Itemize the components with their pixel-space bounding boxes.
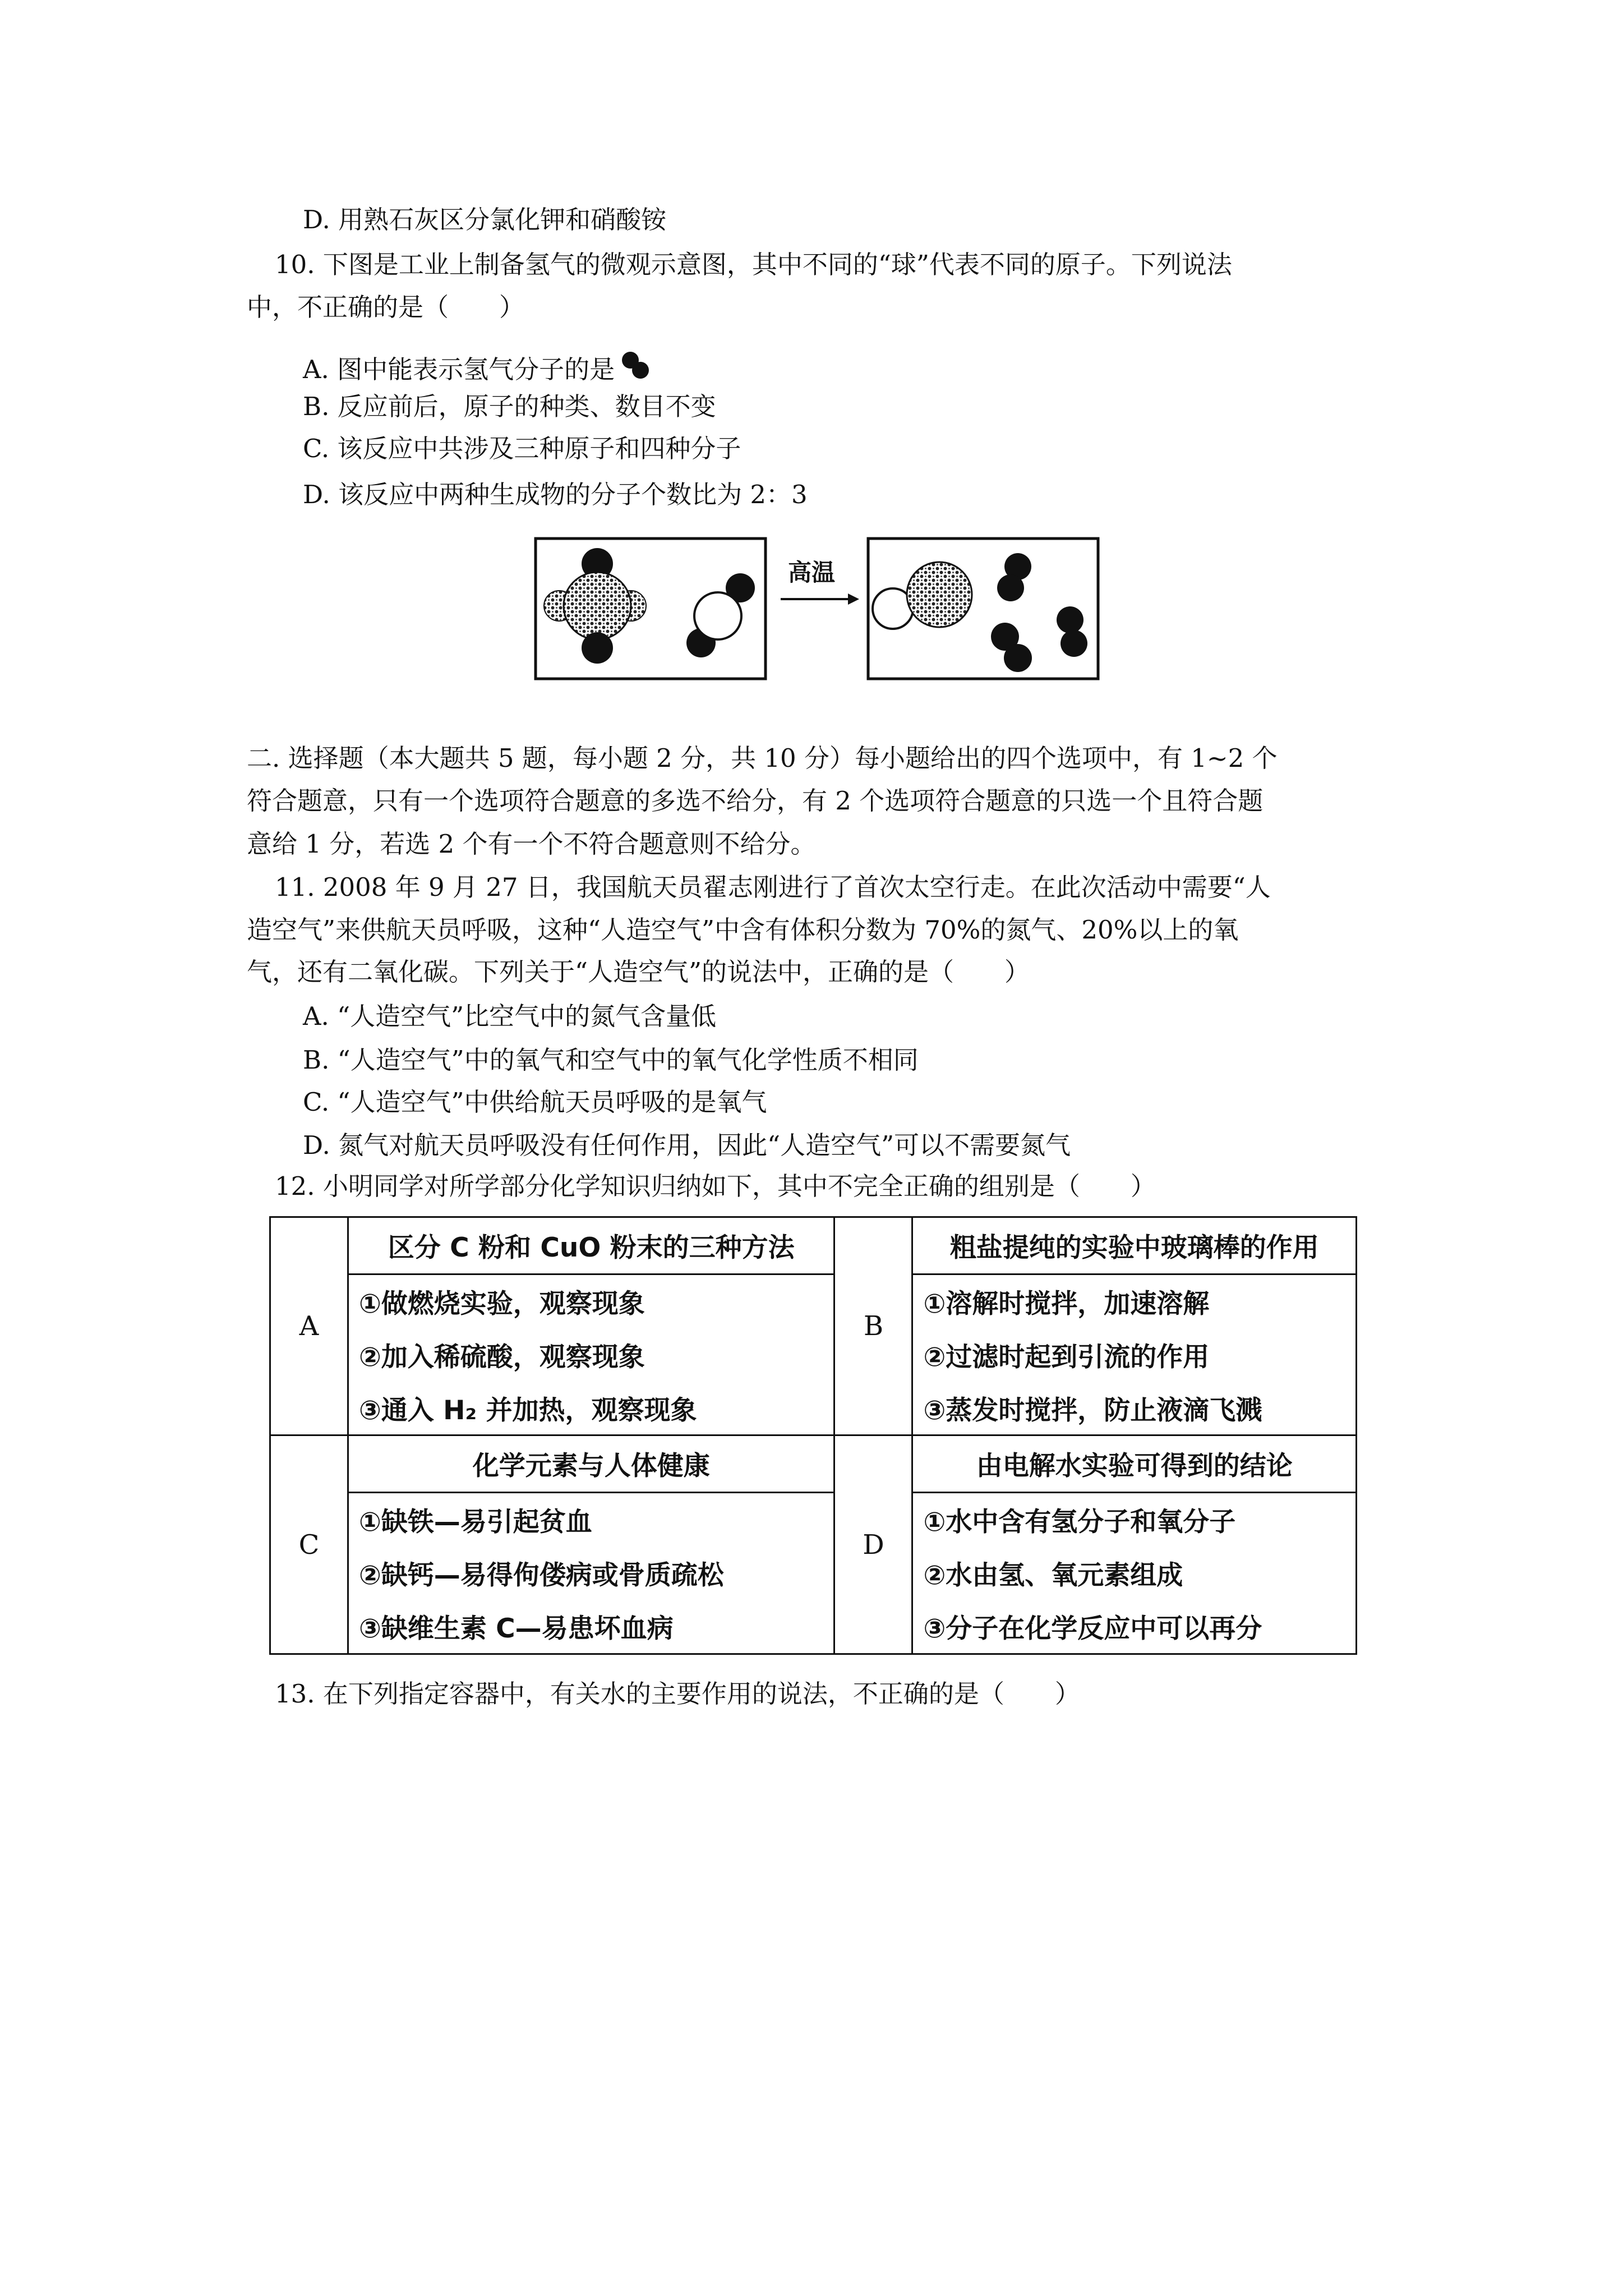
group-a-item: ③通入 H₂ 并加热，观察现象 (348, 1382, 834, 1435)
group-d-title: 由电解水实验可得到的结论 (912, 1435, 1357, 1493)
q10-option-d: D. 该反应中两种生成物的分子个数比为 2：3 (303, 480, 808, 509)
carbon-monoxide-molecule (873, 562, 972, 629)
group-d-item: ③分子在化学反应中可以再分 (912, 1600, 1357, 1654)
group-label-d: D (834, 1435, 912, 1654)
section2-instructions-line1: 二. 选择题（本大题共 5 题，每小题 2 分，共 10 分）每小题给出的四个选项中，有 1~2 个 (247, 743, 1278, 773)
group-c-item: ②缺钙—易得佝偻病或骨质疏松 (348, 1547, 834, 1600)
group-label-c: C (270, 1435, 348, 1654)
group-c-title: 化学元素与人体健康 (348, 1435, 834, 1493)
hydrogen-molecule-icon (618, 348, 653, 383)
group-b-title: 粗盐提纯的实验中玻璃棒的作用 (912, 1217, 1357, 1274)
q9-option-d: D. 用熟石灰区分氯化钾和硝酸铵 (303, 205, 667, 234)
q11-stem-line2: 造空气”来供航天员呼吸，这种“人造空气”中含有体积分数为 70%的氮气、20%以上的氧 (247, 915, 1239, 945)
group-label-a: A (270, 1217, 348, 1435)
q11-option-c: C. “人造空气”中供给航天员呼吸的是氧气 (303, 1087, 767, 1117)
q12-stem: 12. 小明同学对所学部分化学知识归纳如下，其中不完全正确的组别是（ ） (275, 1171, 1156, 1201)
water-molecule (686, 573, 755, 657)
knowledge-summary-table (269, 1216, 1357, 1655)
group-a-title: 区分 C 粉和 CuO 粉末的三种方法 (348, 1217, 834, 1274)
arrow-label: 高温 (788, 559, 836, 586)
group-a-item: ②加入稀硫酸，观察现象 (348, 1328, 834, 1382)
group-d-item: ①水中含有氢分子和氧分子 (912, 1493, 1357, 1547)
q11-option-b: B. “人造空气”中的氧气和空气中的氧气化学性质不相同 (303, 1045, 919, 1075)
q11-stem-line1: 11. 2008 年 9 月 27 日，我国航天员翟志刚进行了首次太空行走。在此次活动中需要“人 (275, 872, 1271, 902)
methane-molecule (544, 548, 646, 664)
group-b-item: ①溶解时搅拌，加速溶解 (912, 1274, 1357, 1328)
q11-stem-line3: 气，还有二氧化碳。下列关于“人造空气”的说法中，正确的是（ ） (247, 957, 1030, 987)
q13-stem: 13. 在下列指定容器中，有关水的主要作用的说法，不正确的是（ ） (275, 1679, 1080, 1709)
reaction-micro-diagram (527, 527, 1110, 690)
group-label-b: B (834, 1217, 912, 1435)
q10-option-b: B. 反应前后，原子的种类、数目不变 (303, 392, 716, 421)
section2-instructions-line3: 意给 1 分，若选 2 个有一个不符合题意则不给分。 (247, 829, 816, 859)
group-a-item: ①做燃烧实验，观察现象 (348, 1274, 834, 1328)
q10-option-a (303, 348, 653, 386)
q11-option-a: A. “人造空气”比空气中的氮气含量低 (303, 1001, 717, 1031)
q10-option-a-text: A. 图中能表示氢气分子的是 (303, 355, 615, 384)
q11-option-d: D. 氮气对航天员呼吸没有任何作用，因此“人造空气”可以不需要氮气 (303, 1130, 1071, 1160)
group-d-item: ②水由氢、氧元素组成 (912, 1547, 1357, 1600)
group-b-item: ②过滤时起到引流的作用 (912, 1328, 1357, 1382)
group-c-item: ③缺维生素 C—易患坏血病 (348, 1600, 834, 1654)
hydrogen-molecules (991, 553, 1087, 672)
q10-stem-line1: 10. 下图是工业上制备氢气的微观示意图，其中不同的“球”代表不同的原子。下列说法 (275, 250, 1232, 279)
q10-option-c: C. 该反应中共涉及三种原子和四种分子 (303, 434, 741, 463)
group-c-item: ①缺铁—易引起贫血 (348, 1493, 834, 1547)
reaction-arrow-head (848, 593, 859, 605)
section2-instructions-line2: 符合题意，只有一个选项符合题意的多选不给分，有 2 个选项符合题意的只选一个且符合题 (247, 786, 1264, 816)
group-b-item: ③蒸发时搅拌，防止液滴飞溅 (912, 1382, 1357, 1435)
q10-stem-line2: 中，不正确的是（ ） (247, 292, 525, 322)
